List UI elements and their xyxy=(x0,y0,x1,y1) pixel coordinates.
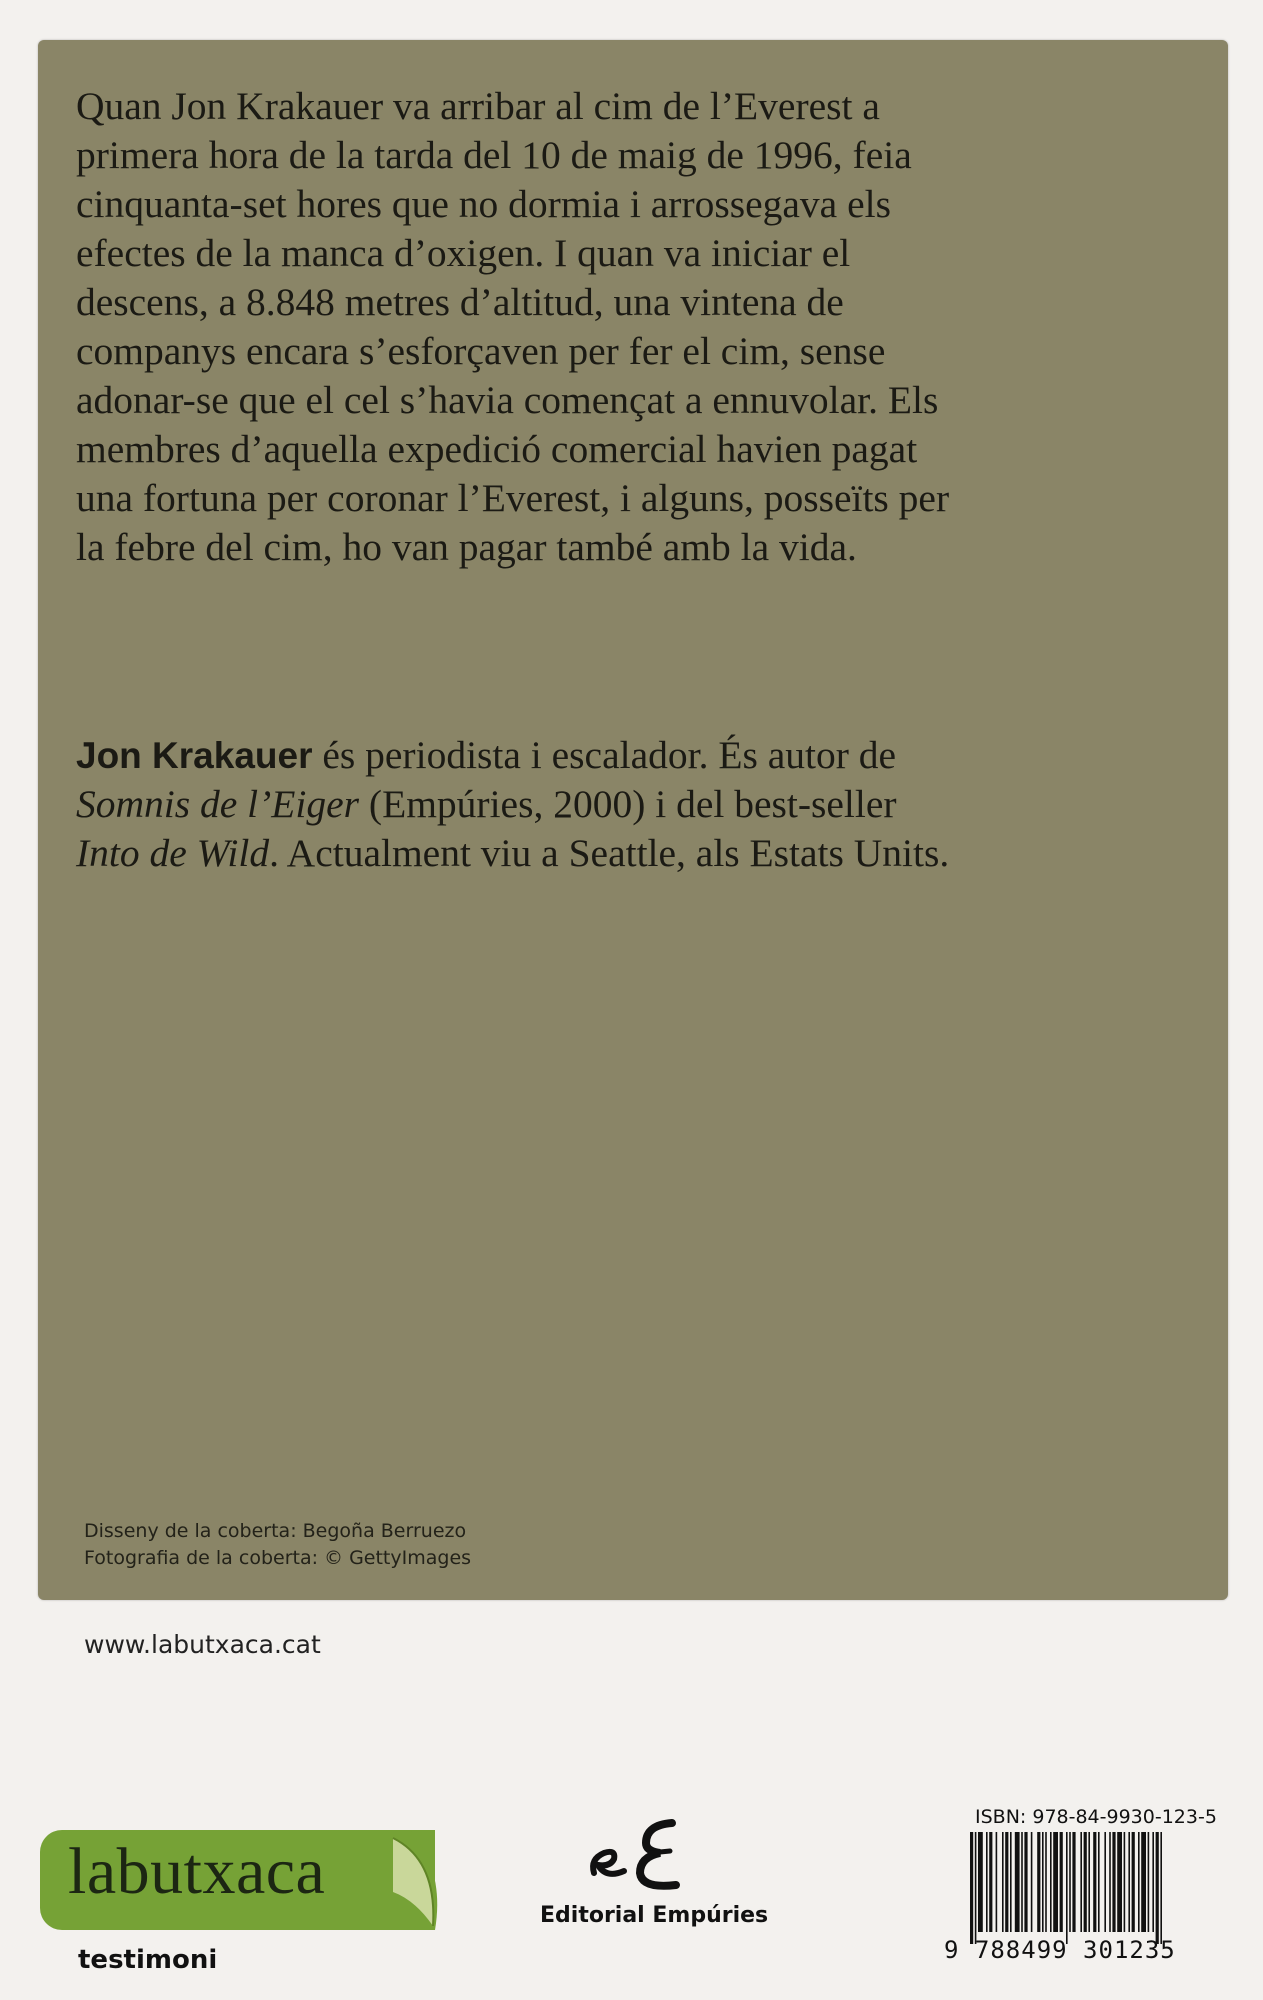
barcode-bar xyxy=(1005,1832,1008,1932)
barcode-bar xyxy=(1060,1832,1063,1932)
barcode-bar xyxy=(1031,1832,1033,1932)
barcode-bar xyxy=(970,1832,973,1944)
synopsis-text: Quan Jon Krakauer va arribar al cim de l’Everest a primera hora de la tarda del 10 de maig de 1996, feia cinquanta-set hores que no dormia i arrossegava els efectes de la manca d’oxigen. I quan va iniciar el descens, a 8.848 metres d’altitud, una vintena de companys encara s’esforçaven per fer el cim, sense adonar-se que el cel s’havia començat a ennuvolar. Els membres d’aquella expedició comercial havien pagat una fortuna per coronar l’Everest, i alguns, posseïts per la febre del cim, ho van pagar també amb la vida. xyxy=(76,84,950,569)
bio-text-1: és periodista i escalador. És autor de xyxy=(312,733,897,777)
barcode-bar xyxy=(996,1832,998,1932)
series-label: testimoni xyxy=(78,1945,218,1975)
barcode-bar xyxy=(1080,1832,1082,1932)
website-url[interactable]: www.labutxaca.cat xyxy=(84,1630,321,1659)
barcode-bar xyxy=(1084,1832,1087,1932)
barcode-bar xyxy=(1002,1832,1004,1932)
barcode-bar xyxy=(978,1832,983,1932)
barcode-bar xyxy=(989,1832,992,1932)
barcode-bar xyxy=(1128,1832,1130,1932)
barcode-bar xyxy=(1053,1832,1058,1932)
author-bio xyxy=(76,731,956,878)
barcode-bar xyxy=(986,1832,988,1932)
barcode-bar xyxy=(1141,1832,1146,1932)
barcode-bar xyxy=(1160,1832,1162,1944)
barcode xyxy=(968,1832,1226,1952)
barcode-bar xyxy=(1066,1832,1068,1944)
barcode-bar xyxy=(1156,1832,1159,1944)
barcode-bar xyxy=(1132,1832,1135,1932)
isbn-label: ISBN: 978-84-9930-123-5 xyxy=(975,1806,1217,1828)
barcode-bar xyxy=(1104,1832,1106,1932)
book-title-1: Somnis de l’Eiger xyxy=(76,782,360,826)
barcode-bar xyxy=(1021,1832,1023,1932)
author-name: Jon Krakauer xyxy=(76,735,313,776)
barcode-bar xyxy=(1093,1832,1096,1932)
barcode-bar xyxy=(1037,1832,1040,1932)
barcode-bar xyxy=(1138,1832,1140,1932)
barcode-bar xyxy=(1109,1832,1111,1932)
labutxaca-logo xyxy=(40,1830,440,1940)
barcode-bar xyxy=(1117,1832,1122,1932)
barcode-bar xyxy=(1045,1832,1047,1932)
publisher-name: Editorial Empúries xyxy=(540,1903,769,1928)
barcode-bar xyxy=(1088,1832,1090,1932)
barcode-digits: 9 788499 301235 xyxy=(944,1936,1176,1964)
barcode-bar xyxy=(1124,1832,1126,1932)
photo-credit: Fotografia de la coberta: © GettyImages xyxy=(84,1547,472,1569)
logo-text: labutxaca xyxy=(68,1835,326,1908)
bio-text-2: (Empúries, 2000) i del best-seller xyxy=(359,782,897,826)
barcode-bar xyxy=(1148,1832,1150,1932)
barcode-bar xyxy=(975,1832,977,1944)
barcode-bar xyxy=(1152,1832,1154,1932)
page-curl-icon xyxy=(375,1830,445,1930)
design-credit: Disseny de la coberta: Begoña Berruezo xyxy=(84,1520,467,1542)
barcode-bar xyxy=(1015,1832,1020,1932)
barcode-bar xyxy=(1072,1832,1075,1932)
barcode-bar xyxy=(1050,1832,1052,1932)
barcode-bar xyxy=(1069,1832,1071,1932)
barcode-bar xyxy=(1112,1832,1115,1932)
barcode-bar xyxy=(1098,1832,1100,1932)
barcode-bar xyxy=(1010,1832,1012,1932)
book-title-2: Into de Wild xyxy=(76,831,270,875)
bio-text-3: . Actualment viu a Seattle, als Estats Units. xyxy=(269,831,950,875)
publisher-logo-icon xyxy=(580,1815,700,1895)
barcode-bar xyxy=(1024,1832,1027,1932)
cover-credits xyxy=(84,1518,471,1572)
barcode-bar xyxy=(1042,1832,1044,1932)
